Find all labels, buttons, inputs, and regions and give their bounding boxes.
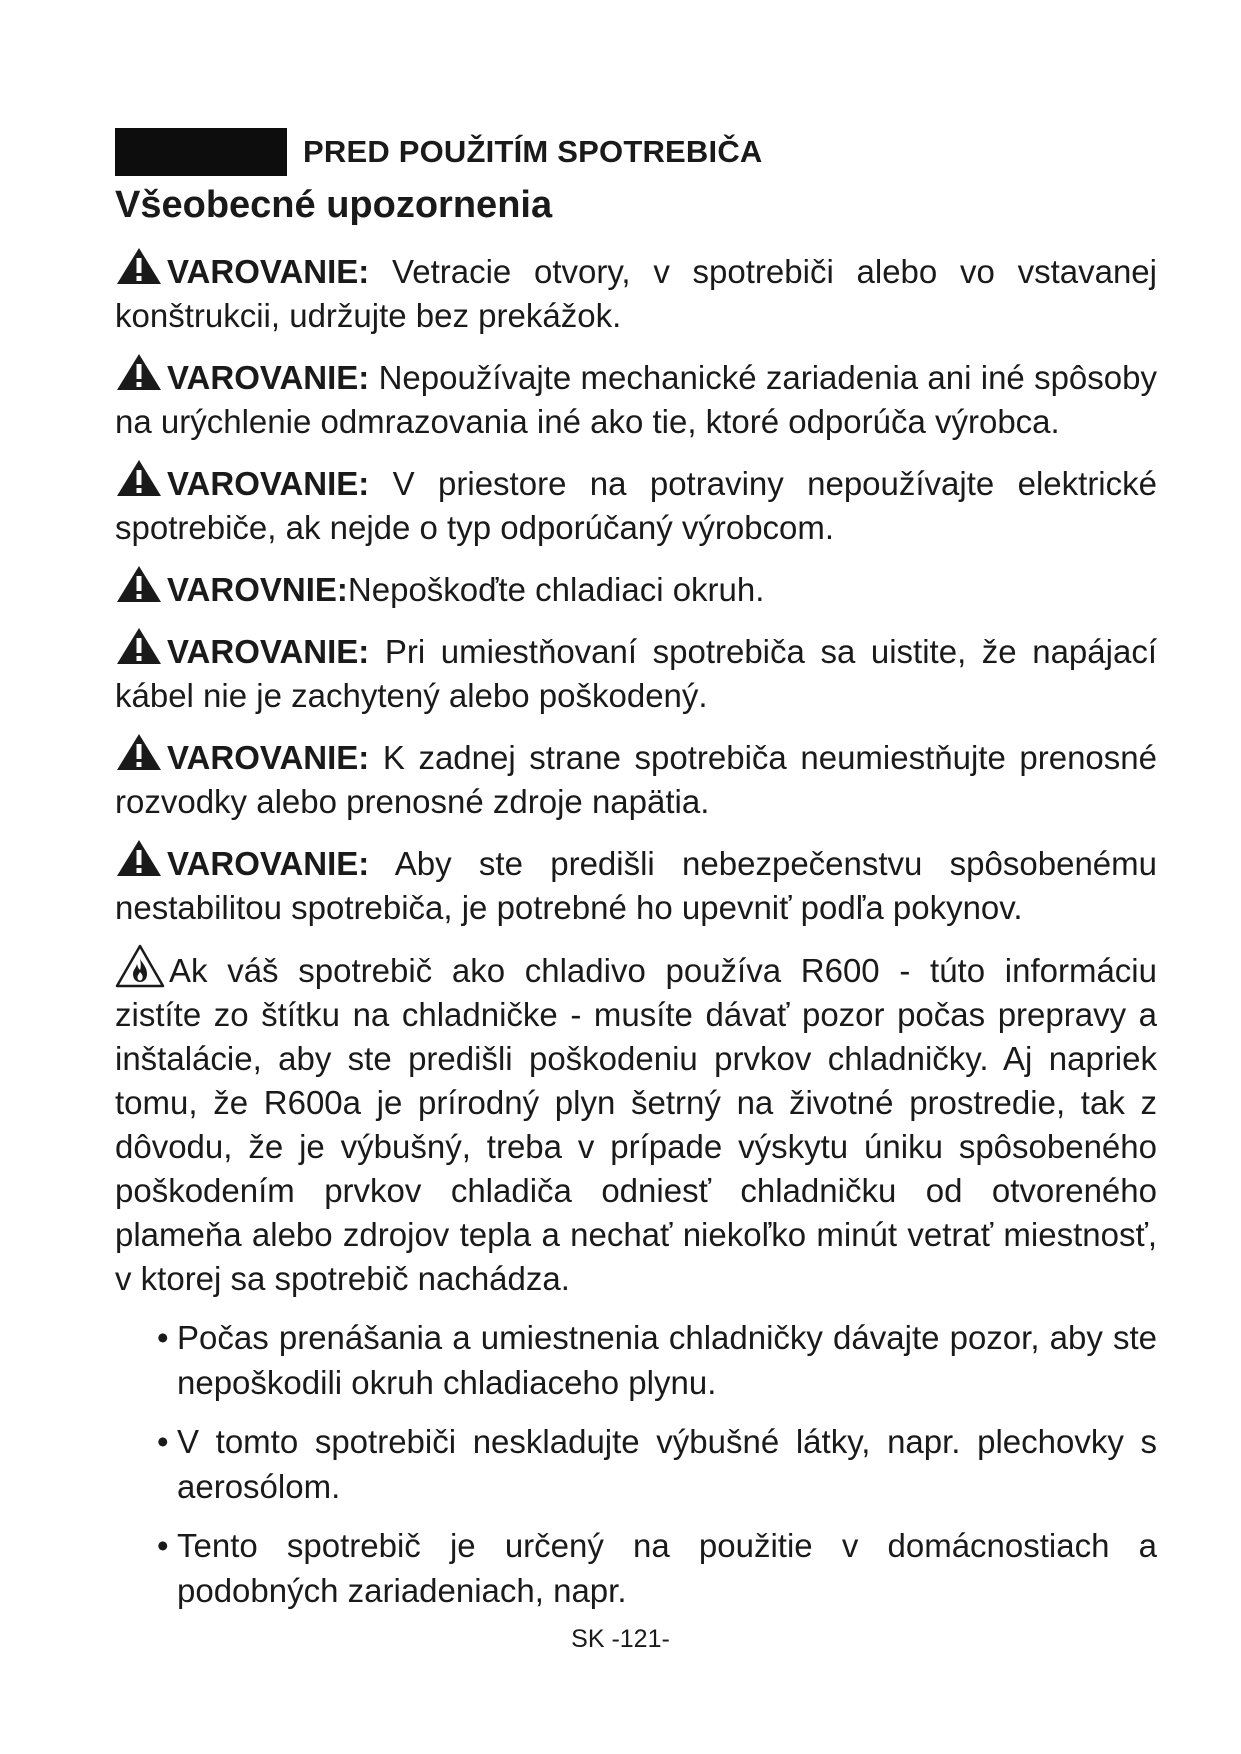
content xyxy=(115,246,1157,1627)
warning-paragraph xyxy=(115,352,1157,444)
warning-paragraph xyxy=(115,732,1157,824)
warning-text: Vetracie otvory, v spotrebiči alebo vo vstavanej konštrukcii, udržujte bez prekážok. xyxy=(115,253,1157,334)
list-item xyxy=(157,1315,1157,1405)
warning-text: Nepoškoďte chladiaci okruh. xyxy=(347,571,765,608)
section-header xyxy=(115,128,763,176)
warning-label: VAROVANIE: xyxy=(167,633,370,670)
list-item-text: Tento spotrebič je určený na použitie v domácnostiach a podobných zariadeniach, napr. xyxy=(177,1527,1157,1609)
warning-triangle-icon xyxy=(115,838,163,878)
list-item-text: V tomto spotrebiči neskladujte výbušné látky, napr. plechovky s aerosólom. xyxy=(177,1423,1157,1505)
bullet-marker: • xyxy=(157,1423,169,1460)
warning-text: V priestore na potraviny nepoužívajte elektrické spotrebiče, ak nejde o typ odporúčaný výrobcom. xyxy=(115,465,1157,546)
warning-label: VAROVNIE: xyxy=(167,571,348,608)
warning-triangle-icon xyxy=(115,246,163,286)
warning-label: VAROVANIE: xyxy=(167,359,370,396)
flammable-note xyxy=(115,944,1157,1301)
warning-triangle-icon xyxy=(115,732,163,772)
warning-text: Aby ste predišli nebezpečenstvu spôsobenému nestabilitou spotrebiča, je potrebné ho upevniť podľa pokynov. xyxy=(115,845,1157,926)
warning-triangle-icon xyxy=(115,564,163,604)
warning-triangle-icon xyxy=(115,626,163,666)
section-marker-bar xyxy=(115,128,287,176)
warning-paragraph xyxy=(115,246,1157,338)
warning-paragraph xyxy=(115,564,1157,612)
warning-label: VAROVANIE: xyxy=(167,739,370,776)
warning-label: VAROVANIE: xyxy=(167,845,370,882)
page-number: SK -121- xyxy=(571,1625,670,1653)
bullet-list xyxy=(115,1315,1157,1613)
flammable-warning-icon xyxy=(115,944,165,988)
warning-text: Nepoužívajte mechanické zariadenia ani iné spôsoby na urýchlenie odmrazovania iné ako tie, ktoré odporúča výrobca. xyxy=(115,359,1157,440)
warning-label: VAROVANIE: xyxy=(167,465,370,502)
warning-triangle-icon xyxy=(115,352,163,392)
warning-text: K zadnej strane spotrebiča neumiestňujte prenosné rozvodky alebo prenosné zdroje napätia. xyxy=(115,739,1157,820)
section-title: PRED POUŽITÍM SPOTREBIČA xyxy=(303,134,763,169)
warning-paragraph xyxy=(115,458,1157,550)
list-item xyxy=(157,1419,1157,1509)
warning-triangle-icon xyxy=(115,458,163,498)
list-item xyxy=(157,1523,1157,1613)
bullet-marker: • xyxy=(157,1527,169,1564)
list-item-text: Počas prenášania a umiestnenia chladničky dávajte pozor, aby ste nepoškodili okruh chladiaceho plynu. xyxy=(177,1319,1157,1401)
warning-paragraph xyxy=(115,626,1157,718)
warning-paragraph xyxy=(115,838,1157,930)
flammable-note-text: Ak váš spotrebič ako chladivo používa R600 - túto informáciu zistíte zo štítku na chladničke - musíte dávať pozor počas prepravy a inštalácie, aby ste predišli poškodeniu prvkov chladničky. Aj napriek tomu, že R600a je prírodný plyn šetrný na životné prostredie, tak z dôvodu, že je výbušný, treba v prípade výskytu úniku spôsobeného poškodením prvkov chladiča odniesť chladničku od otvoreného plameňa alebo zdrojov tepla a nechať niekoľko minút vetrať miestnosť, v ktorej sa spotrebič nachádza. xyxy=(115,952,1157,1297)
bullet-marker: • xyxy=(157,1319,169,1356)
warning-text: Pri umiestňovaní spotrebiča sa uistite, že napájací kábel nie je zachytený alebo poškodený. xyxy=(115,633,1157,714)
subheading: Všeobecné upozornenia xyxy=(115,184,553,226)
warning-label: VAROVANIE: xyxy=(167,253,370,290)
